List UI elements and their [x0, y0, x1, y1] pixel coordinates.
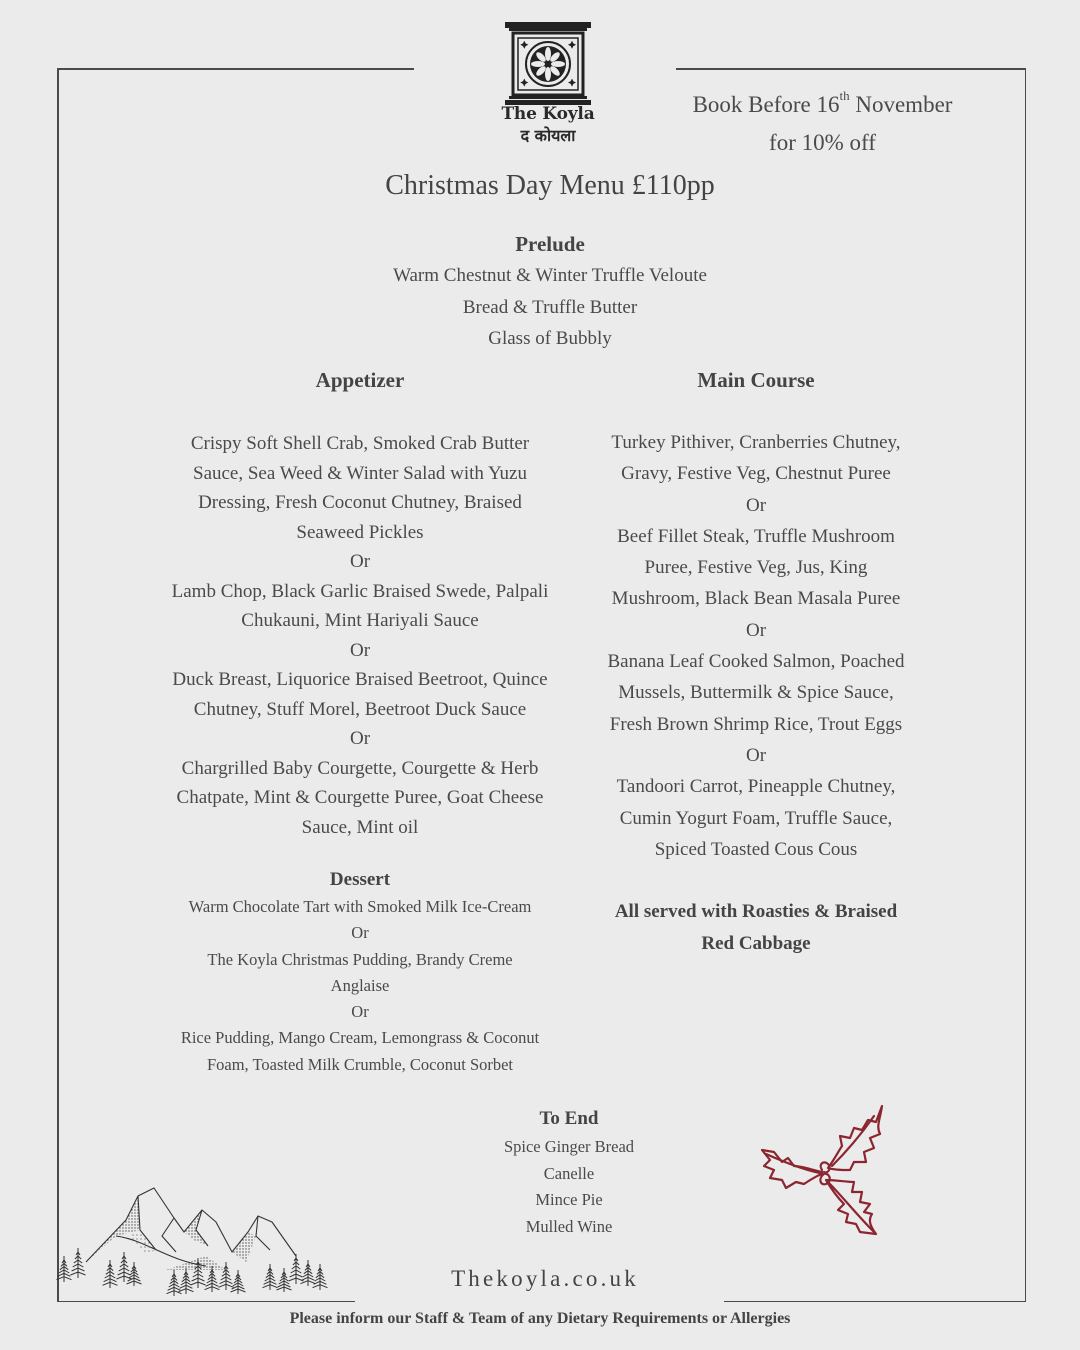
menu-line: Chargrilled Baby Courgette, Courgette & Herb: [181, 757, 539, 779]
menu-line: Tandoori Carrot, Pineapple Chutney,: [616, 776, 896, 798]
menu-line: Mushroom, Black Bean Masala Puree: [611, 588, 901, 610]
frame-top-left: [57, 68, 414, 70]
menu-line: The Koyla Christmas Pudding, Brandy Creme: [207, 949, 513, 969]
or-separator: Or: [745, 744, 767, 766]
menu-line: Chukauni, Mint Hariyali Sauce: [241, 610, 479, 631]
menu-line: Dressing, Fresh Coconut Chutney, Braised: [198, 492, 522, 513]
or-separator: Or: [349, 728, 371, 749]
promo-line-1: Book Before 16th November: [692, 88, 953, 117]
logo-name-hindi: द कोयला: [520, 126, 576, 145]
menu-item: Bread & Truffle Butter: [462, 296, 638, 318]
menu-line: Gravy, Festive Veg, Chestnut Puree: [621, 463, 891, 485]
section-heading: Main Course: [697, 368, 815, 392]
section-appetizer: [155, 364, 565, 842]
menu-line: Beef Fillet Steak, Truffle Mushroom: [617, 525, 895, 547]
pine-tree-icon: [179, 1268, 194, 1294]
frame-left: [57, 68, 59, 1302]
pine-tree-icon: [263, 1264, 278, 1290]
frame-top-right: [676, 68, 1026, 70]
pine-tree-icon: [167, 1270, 182, 1296]
menu-item: Glass of Bubbly: [488, 328, 612, 349]
menu-item: Mince Pie: [535, 1190, 603, 1209]
promo-banner: [660, 86, 985, 162]
sides-note: All served with Roasties & Braised Red Cabbage: [614, 901, 898, 954]
or-separator: Or: [745, 619, 767, 641]
logo-name: The Koyla: [501, 104, 595, 124]
holly-icon: [756, 1100, 892, 1240]
menu-title: Christmas Day Menu £110pp: [385, 170, 715, 201]
pine-tree-icon: [231, 1270, 246, 1294]
menu-line: Chatpate, Mint & Courgette Puree, Goat Cheese: [176, 787, 544, 808]
or-separator: Or: [349, 639, 371, 661]
menu-line: Rice Pudding, Mango Cream, Lemongrass & Coconut: [180, 1028, 540, 1048]
menu-line: Puree, Festive Veg, Jus, King: [644, 557, 868, 579]
menu-line: Chutney, Stuff Morel, Beetroot Duck Sauce: [193, 698, 527, 720]
pine-tree-icon: [277, 1268, 292, 1292]
menu-line: Fresh Brown Shrimp Rice, Trout Eggs: [609, 713, 903, 735]
section-heading: Appetizer: [315, 368, 405, 392]
menu-line: Cumin Yogurt Foam, Truffle Sauce,: [619, 807, 893, 829]
pine-tree-icon: [289, 1254, 304, 1284]
or-separator: Or: [351, 923, 369, 943]
menu-line: Lamb Chop, Black Garlic Braised Swede, Palpali: [171, 580, 549, 602]
menu-line: Turkey Pithiver, Cranberries Chutney,: [611, 432, 901, 453]
menu-line: Warm Chocolate Tart with Smoked Milk Ice-Cream: [188, 897, 532, 916]
frame-bottom-left: [57, 1301, 355, 1303]
allergy-notice: Please inform our Staff & Team of any Dietary Requirements or Allergies: [289, 1310, 791, 1327]
frame-bottom-right: [724, 1301, 1026, 1303]
promo-line-2: for 10% off: [769, 130, 876, 155]
pine-tree-icon: [219, 1262, 234, 1290]
pine-tree-icon: [57, 1256, 72, 1282]
pine-tree-icon: [103, 1260, 118, 1288]
menu-line: Seaweed Pickles: [296, 521, 424, 543]
menu-item: Mulled Wine: [525, 1216, 613, 1236]
menu-line: Sauce, Sea Weed & Winter Salad with Yuzu: [193, 462, 527, 484]
section-heading: Prelude: [515, 232, 585, 256]
pine-tree-icon: [71, 1248, 86, 1278]
menu-line: Spiced Toasted Cous Cous: [654, 838, 858, 860]
pine-tree-icon: [313, 1264, 328, 1290]
menu-line: Mussels, Buttermilk & Spice Sauce,: [618, 682, 894, 704]
frame-right: [1025, 68, 1027, 1302]
pine-tree-icon: [301, 1260, 316, 1286]
section-to-end: [460, 1104, 678, 1240]
section-heading: To End: [539, 1108, 599, 1129]
menu-line: Sauce, Mint oil: [301, 816, 419, 838]
section-prelude: [300, 228, 800, 355]
menu-line: Foam, Toasted Milk Crumble, Coconut Sorbet: [206, 1054, 514, 1074]
section-heading: Dessert: [329, 869, 391, 890]
or-separator: Or: [745, 494, 767, 516]
menu-line: Duck Breast, Liquorice Braised Beetroot, Quince: [172, 669, 548, 690]
menu-line: Anglaise: [330, 975, 390, 995]
or-separator: Or: [349, 551, 371, 572]
menu-line: Crispy Soft Shell Crab, Smoked Crab Butter: [190, 433, 530, 454]
section-dessert: [150, 866, 570, 1078]
menu-item: Warm Chestnut & Winter Truffle Veloute: [393, 265, 707, 286]
menu-item: Canelle: [543, 1163, 595, 1183]
or-separator: Or: [351, 1002, 369, 1022]
mountains-illustration: [56, 1170, 346, 1298]
section-main-course: [580, 364, 932, 959]
website-link[interactable]: Thekoyla.co.uk: [451, 1266, 639, 1291]
menu-line: Banana Leaf Cooked Salmon, Poached: [607, 651, 905, 673]
menu-item: Spice Ginger Bread: [503, 1137, 635, 1156]
